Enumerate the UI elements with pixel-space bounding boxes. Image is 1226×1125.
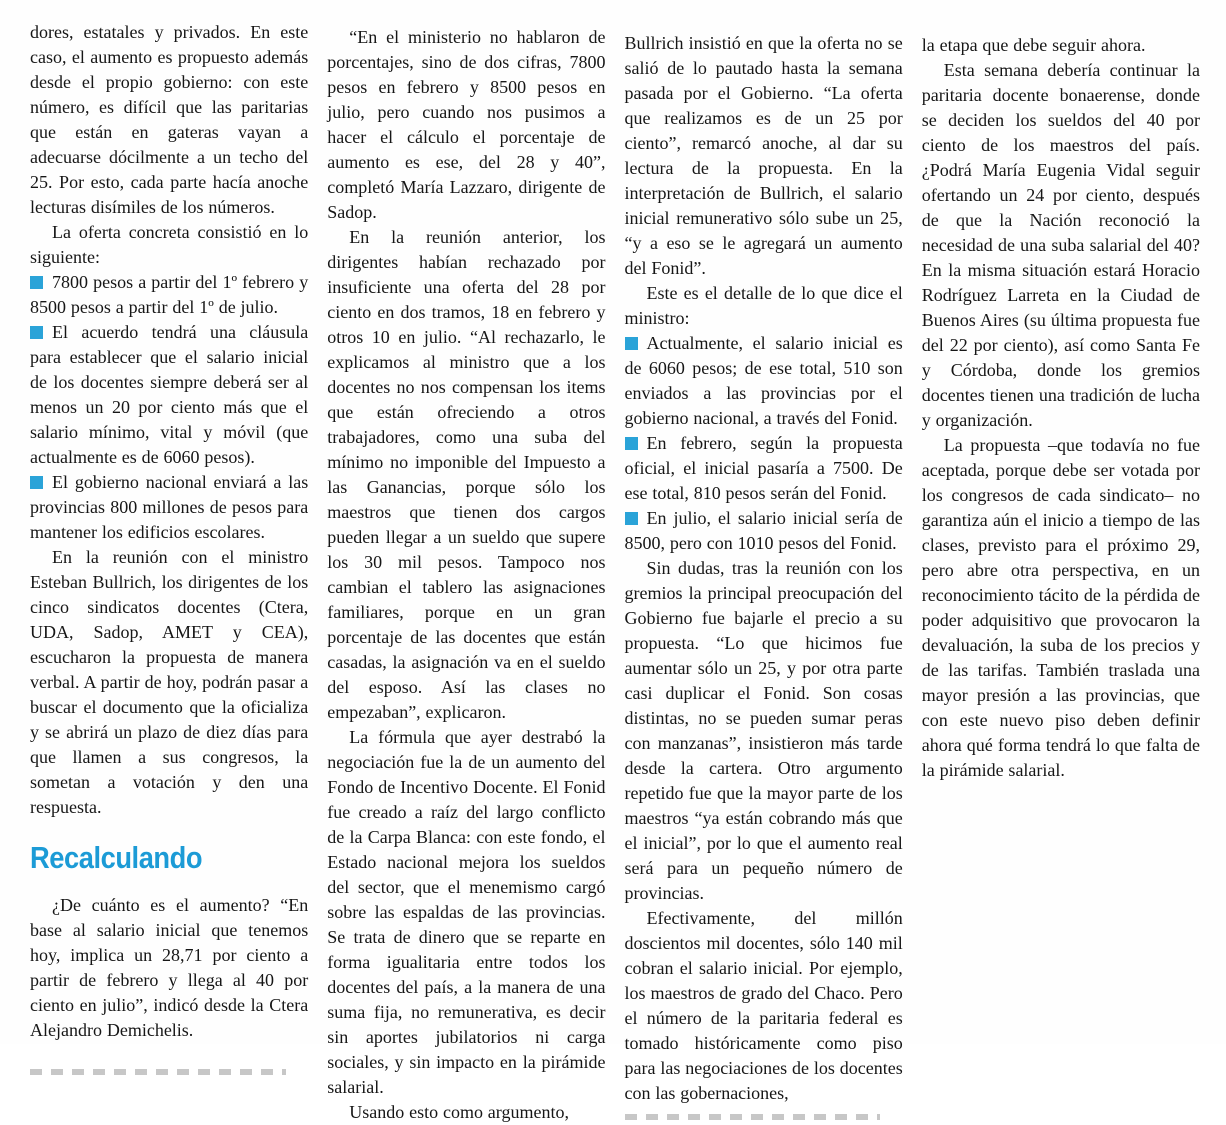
paragraph: “En el ministerio no hablaron de porcentajes, sino de dos cifras, 7800 pesos en febrero y 8500 pesos en julio, pero cuando nos pusimos a hacer el cálculo el porcentaje de aumento es ese, del 28 y 40”, completó María Lazzaro, dirigente de Sadop. xyxy=(327,27,606,222)
bullet-text: En julio, el salario inicial sería de 8500, pero con 1010 pesos del Fonid. xyxy=(624,508,903,553)
article-column-4 xyxy=(922,20,1200,1044)
bullet-square-icon xyxy=(625,337,638,350)
bullet-text: 7800 pesos a partir del 1º febrero y 8500 pesos a partir del 1º de julio. xyxy=(30,272,309,317)
paragraph: Efectivamente, del millón doscientos mil docentes, sólo 140 mil cobran el salario inicial. Por ejemplo, los maestros de grado del Chaco. Pero el número de la paritaria federal es tomado históricamente como piso para las negociaciones de los docentes con las gobernaciones, xyxy=(624,908,903,1103)
paragraph: La oferta concreta consistió en lo siguiente: xyxy=(30,222,309,267)
paragraph: En la reunión anterior, los dirigentes habían rechazado por insuficiente una oferta del 28 por ciento en dos tramos, 18 en febrero y otros 10 en julio. “Al rechazarlo, le explicamos al ministro que a los docentes no nos compensan los items que están ofreciendo a otros trabajadores, como una suba del mínimo no imponible del Impuesto a las Ganancias, porque sólo los maestros que tienen dos cargos pueden llegar a un sueldo que supere los 30 mil pesos. Tampoco nos cambian el tablero las asignaciones familiares, porque en un gran porcentaje de las docentes que están casadas, la asignación va en el sueldo del esposo. Así las clases no empezaban”, explicaron. xyxy=(327,227,606,722)
clipped-text-artifact xyxy=(30,1069,286,1075)
paragraph: La fórmula que ayer destrabó la negociación fue la de un aumento del Fondo de Incentivo Docente. El Fonid fue creado a raíz del largo conflicto de la Carpa Blanca: con este fondo, el Estado nacional mejora los sueldos del sector, que el menemismo cargó sobre las espaldas de las provincias. Se trata de dinero que se reparte en forma igualitaria entre todos los docentes del país, a la manera de una suma fija, no remunerativa, es decir sin aportes jubilatorios ni carga sociales, y sin impacto en la pirámide salarial. xyxy=(327,727,606,1097)
bullet-item xyxy=(625,431,903,506)
paragraph: dores, estatales y privados. En este caso, el aumento es propuesto además desde el propio gobierno: con este número, es difícil que las paritarias que están en gateras vayan a adecuarse dócilmente a un techo del 25. Por esto, cada parte hacía anoche lecturas disímiles de los números. xyxy=(30,22,309,217)
bullet-square-icon xyxy=(625,437,638,450)
bullet-item xyxy=(30,270,308,320)
article-column-3 xyxy=(624,20,903,1103)
article-column-1 xyxy=(30,20,308,1044)
paragraph: La propuesta –que todavía no fue aceptada, porque debe ser votada por los congresos de cada sindicato– no garantiza aún el inicio a tiempo de las clases, previsto para el próximo 29, pero abre otra perspectiva, en un reconocimiento tácito de la pérdida de poder adquisitivo que provocaron la devaluación, la suba de los precios y de las tarifas. También traslada una mayor presión a las provincias, que con este nuevo piso deben definir ahora qué forma tendrá lo que falta de la pirámide salarial. xyxy=(921,435,1200,780)
paragraph: Sin dudas, tras la reunión con los gremios la principal preocupación del Gobierno fue bajarle el precio a su propuesta. “Lo que hicimos fue aumentar sólo un 25, y por otra parte casi duplicar el Fonid. Son cosas distintas, no se pueden sumar peras con manzanas”, insistieron más tarde desde la cartera. Otro argumento repetido fue que la mayor parte de los maestros “ya están cobrando más que el inicial”, por lo que el aumento real será para un pequeño número de provincias. xyxy=(624,558,903,903)
paragraph: Usando esto como argumento, xyxy=(349,1102,569,1122)
article-column-2 xyxy=(327,20,606,1122)
bullet-item xyxy=(625,506,903,556)
bullet-text: En febrero, según la propuesta oficial, el inicial pasaría a 7500. De ese total, 810 pesos serán del Fonid. xyxy=(624,433,903,503)
paragraph: la etapa que debe seguir ahora. xyxy=(921,35,1146,55)
section-heading: Recalculando xyxy=(30,840,203,875)
bullet-item xyxy=(625,331,903,431)
bullet-square-icon xyxy=(625,512,638,525)
bullet-item xyxy=(30,470,308,545)
bullet-square-icon xyxy=(30,276,43,289)
clipped-text-artifact xyxy=(625,1114,881,1120)
paragraph: En la reunión con el ministro Esteban Bullrich, los dirigentes de los cinco sindicatos docentes (Ctera, UDA, Sadop, AMET y CEA), escucharon la propuesta de manera verbal. A partir de hoy, podrán pasar a buscar el documento que la oficializa y se abrirá un plazo de diez días para que llamen a sus congresos, la sometan a votación y den una respuesta. xyxy=(30,547,309,817)
bullet-text: Actualmente, el salario inicial es de 6060 pesos; de ese total, 510 son enviados a las provincias por el gobierno nacional, a través del Fonid. xyxy=(624,333,903,428)
paragraph: Bullrich insistió en que la oferta no se salió de lo pautado hasta la semana pasada por el Gobierno. “La oferta que realizamos es de un 25 por ciento”, remarcó anoche, al dar su lectura de la propuesta. En la interpretación de Bullrich, el salario inicial remunerativo sólo sube un 25, “y a eso se le agregará un aumento del Fonid”. xyxy=(624,33,903,278)
bullet-square-icon xyxy=(30,326,43,339)
bullet-text: El gobierno nacional enviará a las provincias 800 millones de pesos para mantener los edificios escolares. xyxy=(30,472,309,542)
paragraph: Este es el detalle de lo que dice el ministro: xyxy=(624,283,903,328)
bullet-item xyxy=(30,320,308,470)
bullet-square-icon xyxy=(30,476,43,489)
paragraph: ¿De cuánto es el aumento? “En base al salario inicial que tenemos hoy, implica un 28,71 por ciento a partir de febrero y llega al 40 por ciento en julio”, indicó desde la Ctera Alejandro Demichelis. xyxy=(30,894,309,1040)
paragraph: Esta semana debería continuar la paritaria docente bonaerense, donde se deciden los sueldos del 40 por ciento de los maestros del país. ¿Podrá María Eugenia Vidal seguir ofertando un 24 por ciento, después de que la Nación reconoció la necesidad de una suba salarial del 40? En la misma situación estará Horacio Rodríguez Larreta en la Ciudad de Buenos Aires (su última propuesta fue del 22 por ciento), así como Santa Fe y Córdoba, donde los gremios docentes tienen una tradición de lucha y organización. xyxy=(921,60,1200,430)
bullet-text: El acuerdo tendrá una cláusula para establecer que el salario inicial de los docentes siempre deberá ser al menos un 20 por ciento más que el salario mínimo, vital y móvil (que actualmente es de 6060 pesos). xyxy=(30,322,309,467)
article-columns xyxy=(30,20,1200,1122)
